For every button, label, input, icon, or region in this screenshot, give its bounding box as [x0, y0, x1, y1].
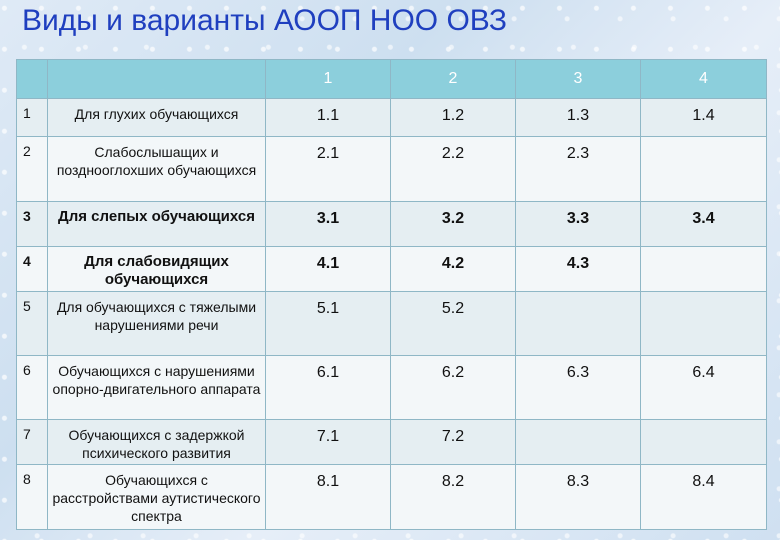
row-category: Для глухих обучающихся [48, 99, 266, 137]
table-row [17, 202, 767, 247]
table-row [17, 420, 767, 465]
variant-cell: 1.4 [641, 99, 767, 137]
table-row [17, 465, 767, 530]
table-row [17, 356, 767, 420]
variant-cell: 5.2 [391, 292, 516, 356]
variant-cell: 4.1 [266, 247, 391, 292]
variant-cell: 3.2 [391, 202, 516, 247]
variant-cell: 3.4 [641, 202, 767, 247]
variant-cell: 1.1 [266, 99, 391, 137]
row-number: 7 [17, 420, 48, 465]
table-row [17, 137, 767, 202]
table-row [17, 247, 767, 292]
row-category: Для обучающихся с тяжелыми нарушениями речи [48, 292, 266, 356]
row-number: 6 [17, 356, 48, 420]
variant-cell: 1.3 [516, 99, 641, 137]
variant-cell: 5.1 [266, 292, 391, 356]
variants-table [16, 59, 767, 530]
row-category: Обучающихся с расстройствами аутистического спектра [48, 465, 266, 530]
variant-cell: 8.1 [266, 465, 391, 530]
variant-cell: 8.4 [641, 465, 767, 530]
variant-cell [641, 247, 767, 292]
variant-cell: 7.2 [391, 420, 516, 465]
variant-cell [516, 420, 641, 465]
variant-cell [516, 292, 641, 356]
variant-cell: 8.3 [516, 465, 641, 530]
row-number: 1 [17, 99, 48, 137]
header-cell-variant-2: 2 [391, 60, 516, 99]
variant-cell: 6.2 [391, 356, 516, 420]
variant-cell: 2.2 [391, 137, 516, 202]
variant-cell: 4.3 [516, 247, 641, 292]
row-category: Обучающихся с задержкой психического развития [48, 420, 266, 465]
variant-cell: 6.1 [266, 356, 391, 420]
variant-cell: 7.1 [266, 420, 391, 465]
header-cell-variant-3: 3 [516, 60, 641, 99]
variant-cell: 3.1 [266, 202, 391, 247]
table-header-row [17, 60, 767, 99]
page-title: Виды и варианты АООП НОО ОВЗ [22, 4, 507, 37]
variant-cell: 3.3 [516, 202, 641, 247]
row-category: Для слепых обучающихся [48, 202, 266, 247]
row-number: 8 [17, 465, 48, 530]
variant-cell [641, 420, 767, 465]
header-cell-variant-4: 4 [641, 60, 767, 99]
row-number: 5 [17, 292, 48, 356]
row-number: 4 [17, 247, 48, 292]
header-cell-variant-1: 1 [266, 60, 391, 99]
variant-cell: 6.4 [641, 356, 767, 420]
variant-cell: 2.3 [516, 137, 641, 202]
table-row [17, 99, 767, 137]
row-number: 3 [17, 202, 48, 247]
variant-cell: 2.1 [266, 137, 391, 202]
table-row [17, 292, 767, 356]
variant-cell [641, 137, 767, 202]
variant-cell: 4.2 [391, 247, 516, 292]
variant-cell [641, 292, 767, 356]
row-category: Для слабовидящих обучающихся [48, 247, 266, 292]
header-cell-num [17, 60, 48, 99]
variant-cell: 6.3 [516, 356, 641, 420]
variant-cell: 1.2 [391, 99, 516, 137]
row-number: 2 [17, 137, 48, 202]
header-cell-name [48, 60, 266, 99]
variant-cell: 8.2 [391, 465, 516, 530]
row-category: Обучающихся с нарушениями опорно-двигательного аппарата [48, 356, 266, 420]
row-category: Слабослышащих и позднооглохших обучающихся [48, 137, 266, 202]
